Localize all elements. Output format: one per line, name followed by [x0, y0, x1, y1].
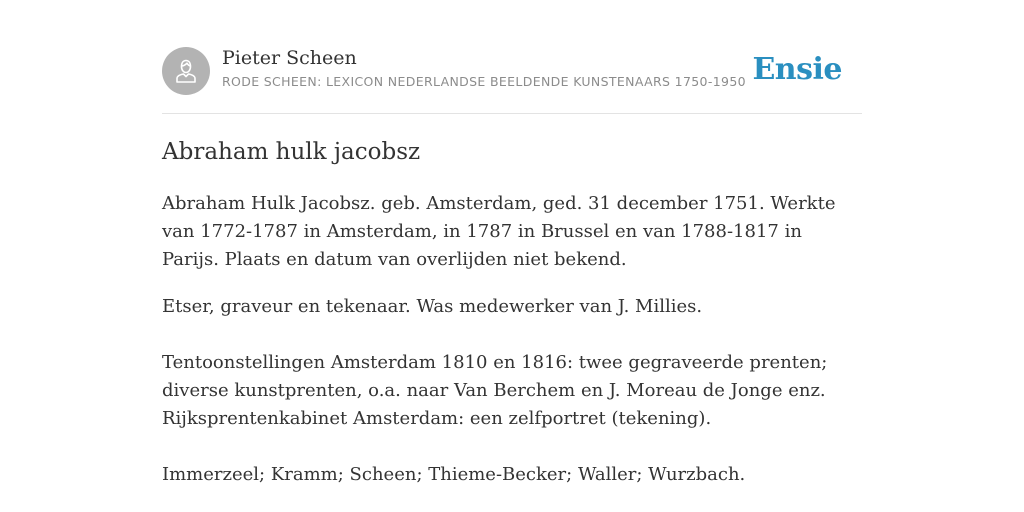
article-title: Abraham hulk jacobsz [162, 139, 421, 165]
author-avatar[interactable] [162, 47, 210, 95]
author-name[interactable]: Pieter Scheen [222, 47, 357, 69]
header-divider [162, 113, 862, 114]
paragraph-biography: Abraham Hulk Jacobsz. geb. Amsterdam, ged. 31 december 1751. Werkte van 1772-1787 in Amsterdam, in 1787 in Brussel en van 1788-1817 in Parijs. Plaats en datum van overlijden niet bekend. [162, 193, 836, 270]
source-label[interactable]: RODE SCHEEN: LEXICON NEDERLANDSE BEELDENDE KUNSTENAARS 1750-1950 [222, 74, 746, 89]
article-body [162, 190, 862, 489]
paragraph-profession: Etser, graveur en tekenaar. Was medewerker van J. Millies. [162, 296, 703, 317]
user-icon [171, 56, 201, 86]
ensie-logo[interactable]: Ensie [752, 52, 842, 87]
paragraph-references: Immerzeel; Kramm; Scheen; Thieme-Becker; Waller; Wurzbach. [162, 464, 746, 485]
paragraph-exhibitions: Tentoonstellingen Amsterdam 1810 en 1816: twee gegraveerde prenten; diverse kunstprenten, o.a. naar Van Berchem en J. Moreau de Jonge enz. Rijksprentenkabinet Amsterdam: een zelfportret (tekening). [162, 352, 828, 429]
article-header [162, 46, 862, 96]
